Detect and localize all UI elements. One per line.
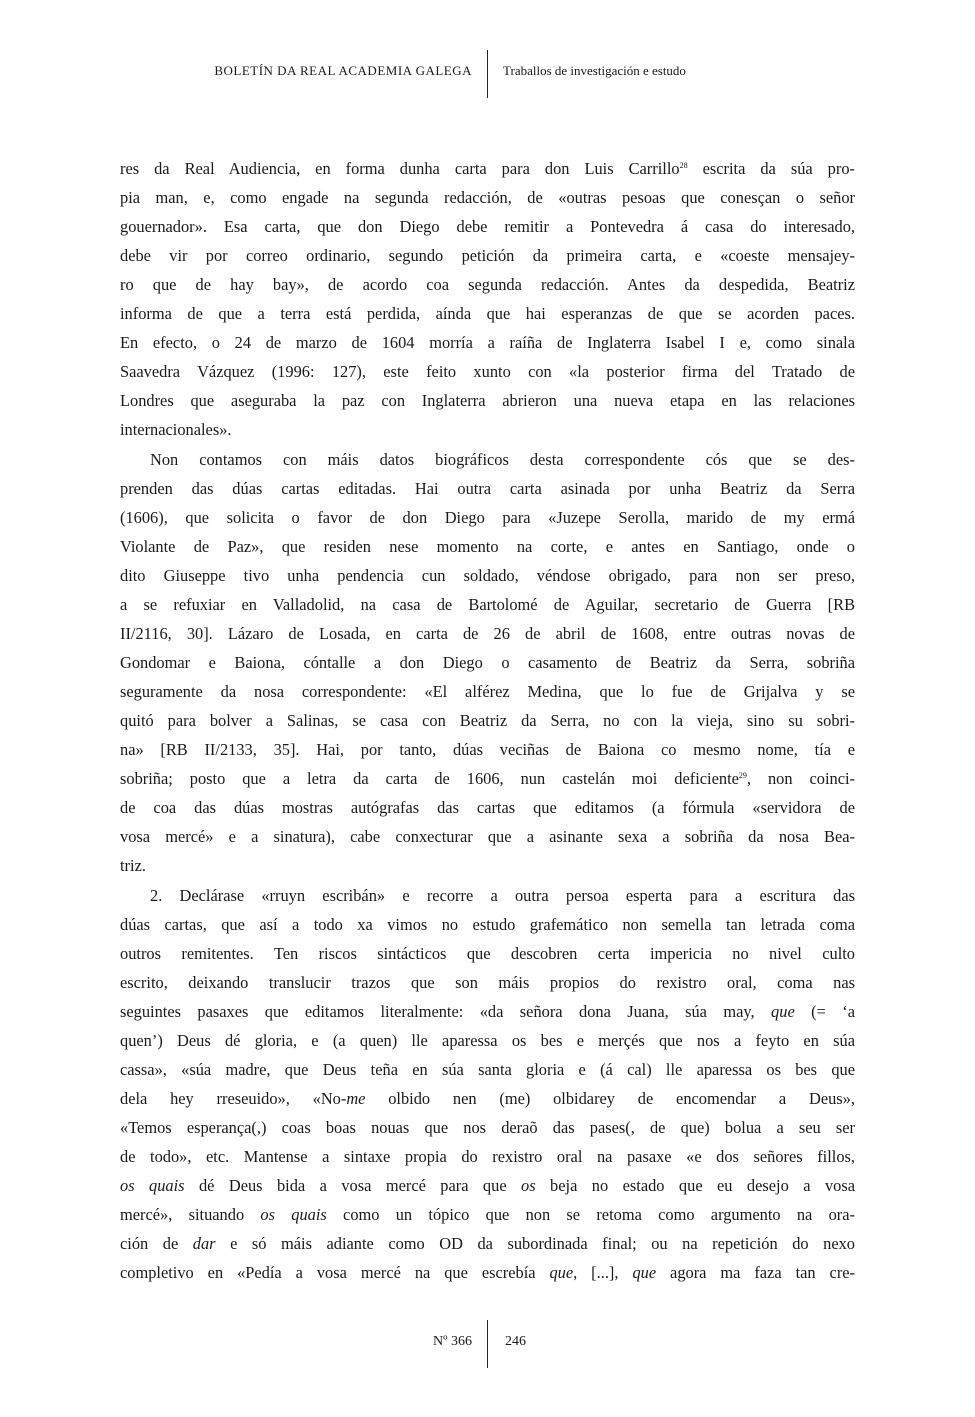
- text-run: dé Deus bida a vosa mercé para que: [184, 1176, 522, 1195]
- text-line: [120, 764, 855, 793]
- text-line: [120, 881, 855, 910]
- text-line: [120, 648, 855, 677]
- italic-text: os: [521, 1176, 536, 1195]
- footer-divider: [487, 1320, 488, 1368]
- text-run: ción de: [120, 1234, 193, 1253]
- text-run: dito Giuseppe tivo unha pendencia cun soldado, véndose obrigado, para non ser preso,: [120, 566, 855, 585]
- article-body: [120, 153, 855, 1287]
- text-run: (= ‘a: [794, 1002, 855, 1021]
- text-line: [120, 212, 855, 241]
- text-line: [120, 968, 855, 997]
- text-run: Saavedra Vázquez (1996: 127), este feito xunto con «la posterior firma del Tratado de: [120, 362, 855, 381]
- text-run: vosa mercé» e a sinatura), cabe conxecturar que a asinante sexa a sobriña da nosa Bea-: [120, 827, 855, 846]
- text-run: como un tópico que non se retoma como argumento na ora-: [326, 1205, 855, 1224]
- text-line: [120, 910, 855, 939]
- text-run: seguintes pasaxes que editamos literalmente: «da señora dona Juana, súa may,: [120, 1002, 772, 1021]
- paragraph: [120, 154, 855, 444]
- text-line: [120, 532, 855, 561]
- text-run: a se refuxiar en Valladolid, na casa de Bartolomé de Aguilar, secretario de Guerra [RB: [120, 595, 855, 614]
- text-run: Londres que aseguraba la paz con Inglaterra abrieron una nueva etapa en las relaciones: [120, 391, 855, 410]
- text-run: (1606), que solicita o favor de don Diego para «Juzepe Serolla, marido de my ermá: [120, 508, 855, 527]
- text-run: 2. Declárase «rruyn escribán» e recorre a outra persoa esperta para a escritura das: [150, 886, 855, 905]
- text-line: [120, 415, 855, 444]
- text-run: triz.: [120, 856, 146, 875]
- footnote-ref: 28: [679, 161, 688, 170]
- text-run: de todo», etc. Mantense a sintaxe propia do rexistro oral na pasaxe «e dos señores fillos,: [120, 1147, 855, 1166]
- text-line: [120, 1084, 855, 1113]
- text-run: ro que de hay bay», de acordo coa segunda redacción. Antes da despedida, Beatriz: [120, 275, 855, 294]
- text-line: [120, 270, 855, 299]
- text-run: quitó para bolver a Salinas, se casa con Beatriz da Serra, no con la vieja, sino su sobri-: [120, 711, 855, 730]
- text-run: dela hey rreseuido», «No-: [120, 1089, 347, 1108]
- text-run: Non contamos con máis datos biográficos desta correspondente cós que se des-: [150, 450, 855, 469]
- text-run: seguramente da nosa correspondente: «El alférez Medina, que lo fue de Grijalva y se: [120, 682, 855, 701]
- text-line: [120, 1055, 855, 1084]
- text-run: beja no estado que eu desejo a vosa: [535, 1176, 855, 1195]
- text-run: mercé», situando: [120, 1205, 261, 1224]
- paragraph: [120, 445, 855, 880]
- text-line: [120, 851, 855, 880]
- text-run: completivo en «Pedía a vosa mercé na que escrebía: [120, 1263, 550, 1282]
- text-run: internacionales».: [120, 420, 232, 439]
- text-line: [120, 1229, 855, 1258]
- italic-text: que: [549, 1263, 574, 1282]
- text-run: Gondomar e Baiona, cóntalle a don Diego o casamento de Beatriz da Serra, sobriña: [120, 653, 855, 672]
- text-run: cassa», «súa madre, que Deus teña en súa santa gloria e (á cal) lle aparessa os bes que: [120, 1060, 855, 1079]
- text-run: , [...],: [573, 1263, 633, 1282]
- text-line: [120, 386, 855, 415]
- text-run: olbido nen (me) olbidarey de encomendar a Deus»,: [365, 1089, 855, 1108]
- text-line: [120, 328, 855, 357]
- text-line: [120, 183, 855, 212]
- text-line: [120, 299, 855, 328]
- italic-text: dar: [192, 1234, 216, 1253]
- italic-text: os quais: [120, 1176, 185, 1195]
- text-line: [120, 561, 855, 590]
- text-run: sobriña; posto que a letra da carta de 1606, nun castelán moi deficiente: [120, 769, 739, 788]
- text-line: [120, 590, 855, 619]
- text-run: Violante de Paz», que residen nese momento na corte, e antes en Santiago, onde o: [120, 537, 855, 556]
- text-line: [120, 735, 855, 764]
- text-line: [120, 241, 855, 270]
- text-run: quen’) Deus dé gloria, e (a quen) lle aparessa os bes e merçés que nos a feyto en súa: [120, 1031, 855, 1050]
- page-number: 246: [505, 1334, 526, 1349]
- text-line: [120, 1258, 855, 1287]
- text-line: [120, 793, 855, 822]
- text-line: [120, 503, 855, 532]
- header-divider: [487, 50, 488, 98]
- text-run: II/2116, 30]. Lázaro de Losada, en carta de 26 de abril de 1608, entre outras novas de: [120, 624, 855, 643]
- text-run: «Temos esperança(,) coas boas nouas que nos deraõ das pases(, de que) bolua a seu ser: [120, 1118, 855, 1137]
- text-run: e só máis adiante como OD da subordinada final; ou na repetición do nexo: [215, 1234, 856, 1253]
- italic-text: que: [632, 1263, 657, 1282]
- text-run: pia man, e, como engade na segunda redacción, de «outras pesoas que conesçan o señor: [120, 188, 855, 207]
- text-line: [120, 706, 855, 735]
- text-line: [120, 357, 855, 386]
- journal-title: BOLETÍN DA REAL ACADEMIA GALEGA: [214, 63, 472, 78]
- text-line: [120, 154, 855, 183]
- text-line: [120, 619, 855, 648]
- footnote-ref: 29: [738, 771, 747, 780]
- text-run: En efecto, o 24 de marzo de 1604 morría a raíña de Inglaterra Isabel I e, como sinala: [120, 333, 855, 352]
- text-line: [120, 474, 855, 503]
- text-run: , non coinci-: [746, 769, 855, 788]
- text-line: [120, 997, 855, 1026]
- text-line: [120, 1142, 855, 1171]
- text-line: [120, 1200, 855, 1229]
- text-line: [120, 939, 855, 968]
- issue-number: Nº 366: [433, 1334, 472, 1349]
- text-line: [120, 1113, 855, 1142]
- section-title: Traballos de investigación e estudo: [503, 63, 686, 78]
- text-line: [120, 445, 855, 474]
- text-line: [120, 1171, 855, 1200]
- text-run: informa de que a terra está perdida, aínda que hai esperanzas de que se acorden paces.: [120, 304, 855, 323]
- italic-text: que: [771, 1002, 795, 1021]
- paragraph: [120, 881, 855, 1287]
- text-line: [120, 677, 855, 706]
- text-run: debe vir por correo ordinario, segundo petición da primeira carta, e «coeste mensajey-: [120, 246, 855, 265]
- text-run: gouernador». Esa carta, que don Diego debe remitir a Pontevedra á casa do interesado,: [120, 217, 855, 236]
- text-run: res da Real Audiencia, en forma dunha carta para don Luis Carrillo: [120, 159, 680, 178]
- italic-text: me: [346, 1089, 366, 1108]
- text-run: escrito, deixando translucir trazos que son máis propios do rexistro oral, coma nas: [120, 973, 855, 992]
- text-line: [120, 822, 855, 851]
- text-line: [120, 1026, 855, 1055]
- text-run: de coa das dúas mostras autógrafas das cartas que editamos (a fórmula «servidora de: [120, 798, 855, 817]
- text-run: agora ma faza tan cre-: [656, 1263, 856, 1282]
- text-run: prenden das dúas cartas editadas. Hai outra carta asinada por unha Beatriz da Serra: [120, 479, 855, 498]
- italic-text: os quais: [260, 1205, 327, 1224]
- text-run: na» [RB II/2133, 35]. Hai, por tanto, dúas veciñas de Baiona co mesmo nome, tía e: [120, 740, 855, 759]
- text-run: escrita da súa pro-: [687, 159, 855, 178]
- text-run: dúas cartas, que así a todo xa vimos no estudo grafemático non semella tan letrada coma: [120, 915, 855, 934]
- text-run: outros remitentes. Ten riscos sintácticos que descobren certa impericia no nivel culto: [120, 944, 855, 963]
